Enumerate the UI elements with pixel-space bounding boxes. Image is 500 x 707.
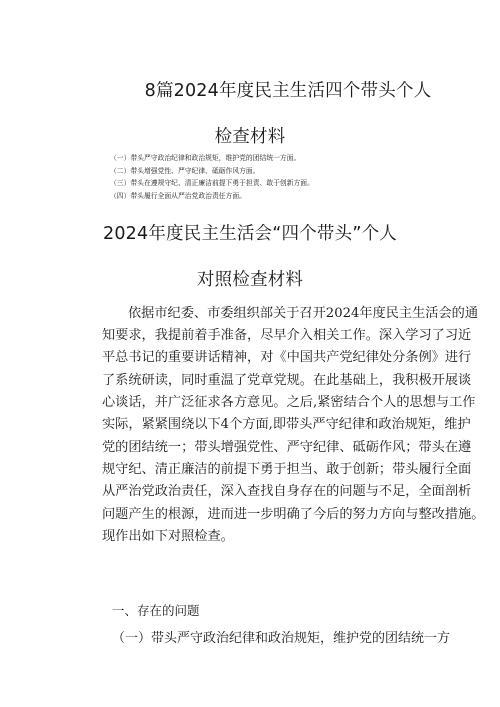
- intro-line-11: 现作出如下对照检查。: [102, 529, 234, 544]
- toc-item-3: （三）带头在遵规守纪、清正廉洁前提下勇于担责、敢于创新方面。: [110, 179, 314, 187]
- intro-line-3: 平总书记的重要讲话精神，对《中国共产党纪律处分条例》进行: [102, 350, 472, 365]
- article-title-line1: 2024年度民主生活会“四个带头”个人: [103, 224, 397, 244]
- document-title-line2: 检查材料: [214, 127, 286, 147]
- subsection-heading: （一）带头严守政治纪律和政治规矩，维护党的团结统一方: [112, 631, 451, 646]
- toc-item-1: （一）带头严守政治纪律和政治规矩，维护党的团结统一方面。: [110, 154, 301, 162]
- intro-line-6: 实际，紧紧围绕以下4个方面,即带头严守纪律和政治规矩，维护: [102, 417, 471, 432]
- intro-line-8: 规守纪、清正廉洁的前提下勇于担当、敢于创新；带头履行全面: [102, 462, 472, 477]
- table-of-contents: [110, 152, 470, 202]
- article-title-line2: 对照检查材料: [196, 270, 304, 290]
- intro-line-2: 知要求，我提前着手准备，尽早介入相关工作。深入学习了习近: [102, 328, 472, 343]
- intro-line-5: 心谈话，并广泛征求各方意见。之后,紧密结合个人的思想与工作: [102, 395, 476, 410]
- intro-line-10: 问题产生的根源，进而进一步明确了今后的努力方向与整改措施。: [102, 507, 485, 522]
- intro-line-9: 从严治党政治责任，深入查找自身存在的问题与不足，全面剖析: [102, 484, 472, 499]
- toc-item-2: （二）带头增强党性、严守纪律、砥砺作风方面。: [110, 166, 260, 175]
- intro-line-1: 依据市纪委、市委组织部关于召开2024年度民主生活会的通: [128, 306, 479, 321]
- intro-line-4: 了系统研读，同时重温了党章党规。在此基础上，我积极开展谈: [102, 373, 472, 388]
- document-title-line1: 8篇2024年度民主生活四个带头个人: [144, 81, 432, 101]
- section-heading: 一、存在的问题: [112, 603, 200, 618]
- intro-line-7: 党的团结统一；带头增强党性、严守纪律、砥砺作风；带头在遵: [102, 440, 472, 455]
- toc-item-4: （四）带头履行全面从严治党政治责任方面。: [110, 191, 246, 200]
